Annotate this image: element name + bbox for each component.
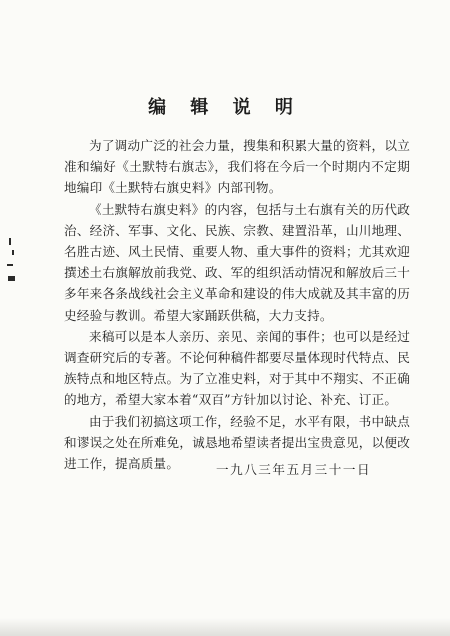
page-title: 编 辑 说 明 [148,97,302,118]
paragraph-submission-guidelines: 来稿可以是本人亲历、亲见、亲闻的事件；也可以是经过调查研究后的专著。不论何种稿件都要尽量体现时代特点、民族特点和地区特点。为了立准史料，对于其中不翔实、不正确的地方，希望大家本着“双百”方针加以讨论、补充、订正。 [64,328,410,408]
document-date: 一九八三年五月三十一日 [216,462,372,477]
scan-margin-mark-icon [4,238,18,298]
scan-bottom-edge [0,618,450,636]
paragraph-closing-note: 由于我们初搞这项工作，经验不足，水平有限，书中缺点和谬误之处在所难免，诚恳地希望读者提出宝贵意见，以便改进工作，提高质量。 [64,413,410,472]
paragraph-purpose: 为了调动广泛的社会力量，搜集和积累大量的资料，以立准和编好《土默特右旗志》，我们将在今后一个时期内不定期地编印《土默特右旗史料》内部刊物。 [64,138,410,196]
paragraph-content-scope: 《土默特右旗史料》的内容，包括与土右旗有关的历代政治、经济、军事、文化、民族、宗教、建置沿革，山川地理、名胜古迹、风土民情、重要人物、重大事件的资料；尤其欢迎撰述土右旗解放前我党、政、军的组织活动情况和解放后三十多年来各条战线社会主义革命和建设的伟大成就及其丰富的历史经验与教训。希望大家踊跃供稿，大力支持。 [64,201,410,323]
document-body [64,135,410,474]
